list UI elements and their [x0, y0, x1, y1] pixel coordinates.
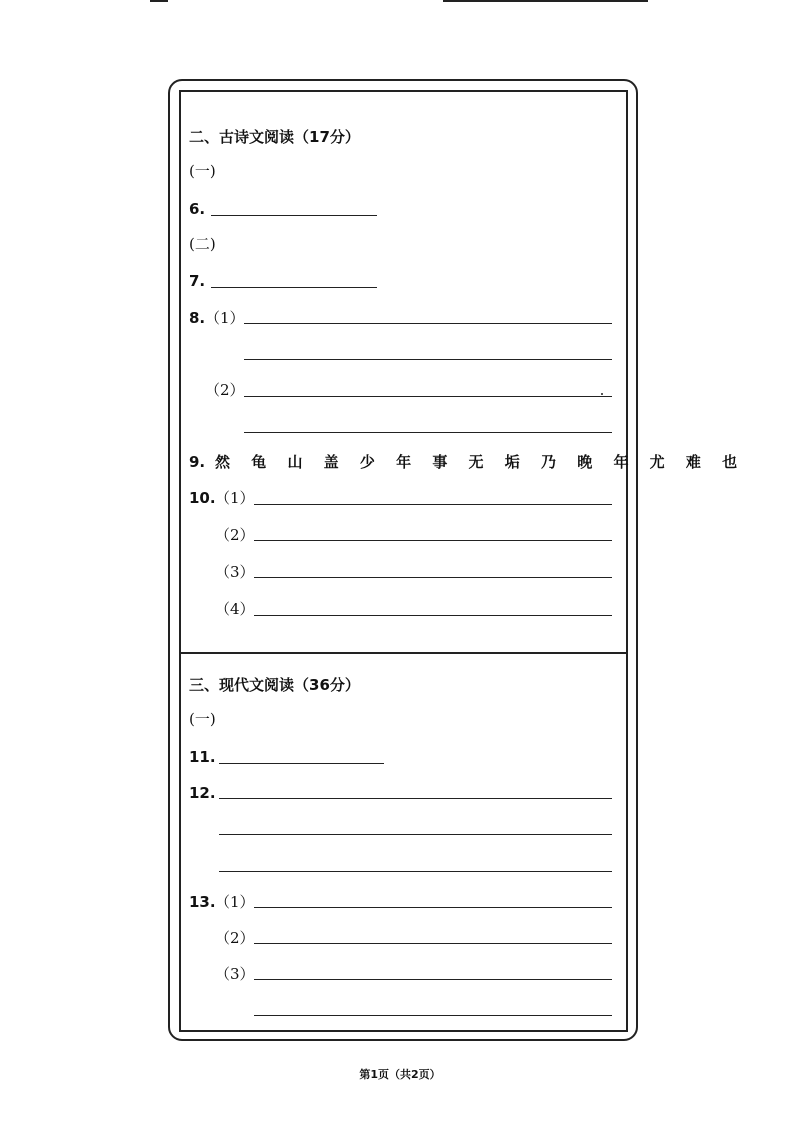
question-11-answer-line[interactable] [219, 763, 384, 764]
question-8-sub-1-answer-line-2[interactable] [244, 359, 612, 360]
section-3-title: 三、现代文阅读（36分） [189, 676, 360, 694]
section-3-part-1: (一) [189, 710, 216, 728]
question-13-sub-1-answer-line[interactable] [254, 907, 612, 908]
top-edge-mark-right [443, 0, 648, 2]
section-2-title: 二、古诗文阅读（17分） [189, 128, 360, 146]
question-9-characters: 然 龟 山 盖 少 年 事 无 垢 乃 晚 年 尤 难 也 [215, 453, 746, 471]
question-8-sub-2-answer-line-2[interactable] [244, 432, 612, 433]
question-10-sub-2-label: （2） [215, 526, 255, 544]
question-13-sub-2-answer-line[interactable] [254, 943, 612, 944]
stray-dot-mark [601, 393, 603, 395]
section-divider [179, 652, 628, 654]
answer-sheet-inner-border [179, 90, 628, 1032]
question-6-label: 6. [189, 200, 206, 218]
question-8-sub-2-answer-line[interactable] [244, 396, 612, 397]
question-12-answer-line-2[interactable] [219, 834, 612, 835]
question-11-label: 11. [189, 748, 216, 766]
question-8-sub-2-label: （2） [205, 381, 245, 399]
question-13-sub-3-answer-line-2[interactable] [254, 1015, 612, 1016]
question-10-sub-4-label: （4） [215, 600, 255, 618]
top-edge-mark-left [150, 0, 168, 2]
question-13-sub-3-answer-line[interactable] [254, 979, 612, 980]
section-2-part-2: (二) [189, 235, 216, 253]
question-10-sub-1-answer-line[interactable] [254, 504, 612, 505]
question-13-label: 13. [189, 893, 216, 911]
question-13-sub-3-label: （3） [215, 965, 255, 983]
question-8-sub-1-answer-line[interactable] [244, 323, 612, 324]
page-number-footer: 第1页（共2页） [359, 1068, 441, 1081]
question-10-sub-1-label: （1） [215, 489, 255, 507]
question-12-answer-line-1[interactable] [219, 798, 612, 799]
question-10-sub-2-answer-line[interactable] [254, 540, 612, 541]
question-7-answer-line[interactable] [211, 287, 377, 288]
question-12-label: 12. [189, 784, 216, 802]
question-9-label: 9. [189, 453, 206, 471]
question-10-sub-3-answer-line[interactable] [254, 577, 612, 578]
question-10-sub-3-label: （3） [215, 563, 255, 581]
question-8-label: 8. [189, 309, 206, 327]
question-10-label: 10. [189, 489, 216, 507]
question-13-sub-2-label: （2） [215, 929, 255, 947]
question-12-answer-line-3[interactable] [219, 871, 612, 872]
question-8-sub-1-label: （1） [205, 309, 245, 327]
section-2-part-1: (一) [189, 162, 216, 180]
question-7-label: 7. [189, 272, 206, 290]
question-10-sub-4-answer-line[interactable] [254, 615, 612, 616]
question-6-answer-line[interactable] [211, 215, 377, 216]
question-13-sub-1-label: （1） [215, 893, 255, 911]
